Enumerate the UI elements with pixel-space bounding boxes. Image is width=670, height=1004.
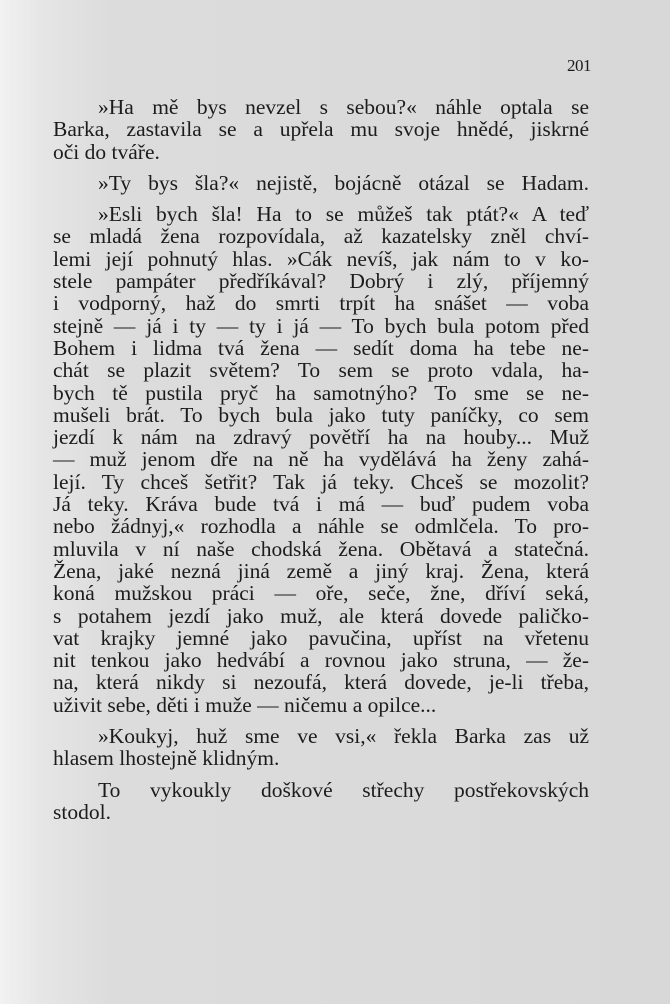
text-line: lemi její pohnutý hlas. »Cák nevíš, jak nám to v ko- bbox=[53, 246, 589, 271]
text-line: To vykoukly doškové střechy postřekovských bbox=[98, 777, 589, 802]
text-line: Já teky. Kráva bude tvá i má — buď pudem voba bbox=[53, 492, 589, 517]
paragraph-1 bbox=[53, 96, 589, 163]
paragraph-4 bbox=[53, 725, 589, 770]
paragraph-3 bbox=[53, 203, 589, 716]
text-line: bych tě pustila pryč ha samotnýho? To sme se ne- bbox=[53, 380, 589, 405]
text-line: Barka, zastavila se a upřela mu svoje hnědé, jiskrné bbox=[53, 117, 589, 142]
text-line: nebo žádnyj,« rozhodla a náhle se odmlčela. To pro- bbox=[53, 514, 589, 539]
text-line: se mladá žena rozpovídala, až kazatelsky zněl chví- bbox=[53, 224, 589, 249]
text-line: hlasem lhostejně klidným. bbox=[53, 746, 280, 771]
text-line: stejně — já i ty — ty i já — To bych bula potom před bbox=[53, 313, 589, 338]
text-line: s potahem jezdí jako muž, ale která dovede paličko- bbox=[53, 603, 589, 628]
text-line: oči do tváře. bbox=[53, 139, 160, 164]
text-line: stodol. bbox=[53, 799, 111, 824]
text-line: »Esli bych šla! Ha to se můžeš tak ptát?« A teď bbox=[98, 202, 589, 227]
body-text bbox=[53, 96, 589, 823]
text-line: uživit sebe, děti i muže — ničemu a opilce... bbox=[53, 692, 437, 717]
text-line: mluvila v ní naše chodská žena. Obětavá a statečná. bbox=[53, 536, 589, 561]
text-line: chát se plazit světem? To sem se proto vdala, ha- bbox=[53, 358, 589, 383]
text-line: koná mužskou práci — oře, seče, žne, dříví seká, bbox=[53, 581, 589, 606]
text-line: na, která nikdy si nezoufá, která dovede, je-li třeba, bbox=[53, 670, 589, 695]
paragraph-5 bbox=[53, 779, 589, 824]
text-line: »Ty bys šla?« nejistě, bojácně otázal se Hadam. bbox=[98, 170, 589, 195]
paragraph-2 bbox=[53, 172, 589, 194]
text-line: »Ha mě bys nevzel s sebou?« náhle optala se bbox=[98, 95, 589, 119]
text-line: Bohem i lidma tvá žena — sedít doma ha tebe ne- bbox=[53, 335, 589, 360]
text-line: Žena, jaké nezná jiná země a jiný kraj. Žena, která bbox=[53, 558, 589, 583]
text-line: stele pampáter předříkával? Dobrý i zlý, příjemný bbox=[53, 269, 589, 294]
text-line: jezdí k nám na zdravý povětří ha na houby... Muž bbox=[53, 425, 589, 450]
text-line: lejí. Ty chceš šetřit? Tak já teky. Chceš se mozolit? bbox=[53, 469, 589, 494]
text-line: mušeli brát. To bych bula jako tuty paníčky, co sem bbox=[53, 402, 589, 427]
text-line: — muž jenom dře na ně ha vydělává ha ženy zahá- bbox=[53, 447, 589, 472]
text-line: »Koukyj, huž sme ve vsi,« řekla Barka zas už bbox=[98, 724, 589, 749]
text-line: vat krajky jemné jako pavučina, upříst na vřetenu bbox=[53, 625, 589, 650]
text-line: nit tenkou jako hedvábí a rovnou jako struna, — že- bbox=[53, 648, 589, 673]
page-number: 201 bbox=[567, 56, 591, 75]
text-line: i vodporný, haž do smrti trpít ha snášet — voba bbox=[53, 291, 589, 316]
